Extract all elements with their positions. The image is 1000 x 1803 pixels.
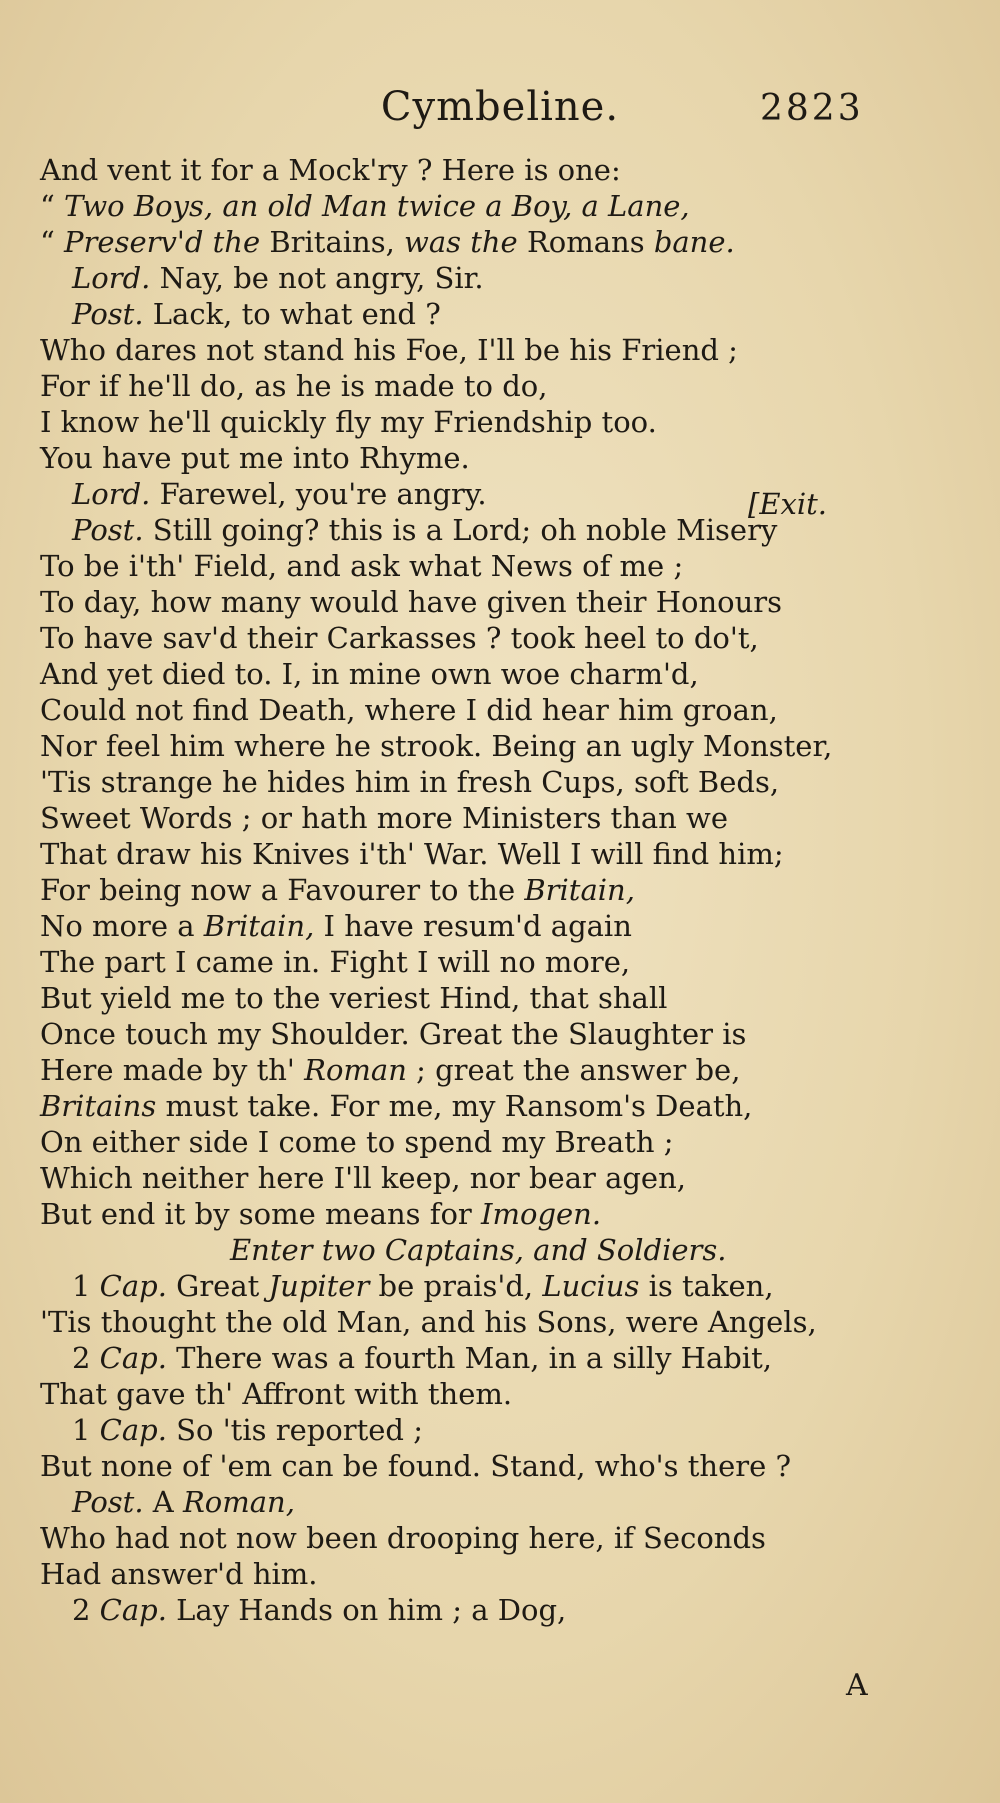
italic-text: Britain, [203, 909, 315, 943]
text-line [40, 1196, 770, 1232]
roman-text: Britains, [260, 225, 405, 259]
roman-text: Who had not now been drooping here, if Seconds [40, 1521, 766, 1555]
page-number: 2823 [760, 88, 864, 129]
italic-text: Lucius [542, 1269, 640, 1303]
italic-text: Lord. [72, 477, 151, 511]
roman-text: 2 [72, 1593, 100, 1627]
text-line [40, 332, 770, 368]
roman-text: must take. For me, my Ransom's Death, [156, 1089, 753, 1123]
roman-text: Could not find Death, where I did hear him groan, [40, 693, 778, 727]
text-line [40, 836, 784, 872]
roman-text: That gave th' Affront with them. [40, 1377, 513, 1411]
text-line [40, 1340, 770, 1376]
catchword: A [846, 1668, 868, 1703]
italic-text: Lord. [72, 261, 151, 295]
roman-text: Who dares not stand his Foe, I'll be his Friend ; [40, 333, 738, 367]
roman-text: Great [166, 1269, 269, 1303]
italic-text: Post. [72, 1485, 144, 1519]
text-line [40, 1052, 770, 1088]
text-line [40, 476, 770, 512]
roman-text: 1 [72, 1413, 100, 1447]
stage-direction-line [40, 1232, 770, 1268]
roman-text: But end it by some means for [40, 1197, 482, 1231]
roman-text: For if he'll do, as he is made to do, [40, 369, 548, 403]
roman-text: I have resum'd again [314, 909, 632, 943]
text-line [40, 908, 770, 944]
text-line [40, 1268, 774, 1304]
italic-text: was the [404, 225, 518, 259]
italic-text: Roman [304, 1053, 407, 1087]
text-line [40, 1088, 770, 1124]
text-line [40, 1016, 770, 1052]
italic-text: Two Boys, an old Man twice a Boy, a Lane, [64, 189, 690, 223]
text-line [40, 764, 780, 800]
roman-text: Nay, be not angry, Sir. [150, 261, 484, 295]
roman-text: Lay Hands on him ; a Dog, [166, 1593, 567, 1627]
roman-text: To day, how many would have given their Honours [40, 585, 783, 619]
text-line [40, 1484, 770, 1520]
text-line [40, 1448, 792, 1484]
roman-text: 1 [72, 1269, 100, 1303]
text-line [40, 800, 770, 836]
roman-text: And vent it for a Mock'ry ? Here is one: [40, 153, 621, 187]
italic-text: Jupiter [268, 1269, 370, 1303]
text-line [40, 260, 770, 296]
text-line [40, 872, 770, 908]
text-line [40, 440, 770, 476]
roman-text: Romans [517, 225, 654, 259]
roman-text: So 'tis reported ; [166, 1413, 423, 1447]
text-line [40, 512, 778, 548]
roman-text: is taken, [639, 1269, 774, 1303]
italic-text: Cap. [99, 1413, 167, 1447]
italic-text: Cap. [99, 1269, 167, 1303]
text-line [40, 152, 770, 188]
italic-text: Preserv'd the [64, 225, 261, 259]
italic-text: Post. [72, 513, 144, 547]
roman-text: A [143, 1485, 183, 1519]
text-line [40, 368, 770, 404]
roman-text: No more a [40, 909, 204, 943]
roman-text: The part I came in. Fight I will no more, [40, 945, 631, 979]
italic-text: Enter two Captains, and Soldiers. [230, 1233, 727, 1267]
text-line [40, 1520, 770, 1556]
roman-text: But none of 'em can be found. Stand, who's there ? [40, 1449, 792, 1483]
roman-text: “ [40, 189, 65, 223]
text-line [40, 1304, 817, 1340]
roman-text: Lack, to what end ? [143, 297, 441, 331]
roman-text: Still going? this is a Lord; oh noble Misery [143, 513, 778, 547]
roman-text: ; great the answer be, [406, 1053, 741, 1087]
roman-text: Sweet Words ; or hath more Ministers than we [40, 801, 729, 835]
italic-text: Imogen. [481, 1197, 602, 1231]
text-line [40, 980, 770, 1016]
roman-text: Once touch my Shoulder. Great the Slaughter is [40, 1017, 747, 1051]
roman-text: You have put me into Rhyme. [40, 441, 470, 475]
italic-text: Roman, [182, 1485, 295, 1519]
roman-text: On either side I come to spend my Breath ; [40, 1125, 674, 1159]
italic-text: Britain, [524, 873, 635, 907]
roman-text: There was a fourth Man, in a silly Habit, [166, 1341, 772, 1375]
roman-text: And yet died to. I, in mine own woe charm'd, [40, 657, 699, 691]
text-line [40, 1124, 770, 1160]
text-line [40, 692, 778, 728]
roman-text: 'Tis strange he hides him in fresh Cups, soft Beds, [40, 765, 780, 799]
roman-text: Which neither here I'll keep, nor bear agen, [40, 1161, 686, 1195]
roman-text: 2 [72, 1341, 100, 1375]
roman-text: But yield me to the veriest Hind, that shall [40, 981, 668, 1015]
italic-text: Britains [40, 1089, 157, 1123]
italic-text: Cap. [99, 1341, 167, 1375]
text-line [40, 1160, 770, 1196]
roman-text: To be i'th' Field, and ask what News of me ; [40, 549, 684, 583]
roman-text: Here made by th' [40, 1053, 305, 1087]
roman-text: That draw his Knives i'th' War. Well I will find him; [40, 837, 784, 871]
italic-text: Cap. [99, 1593, 167, 1627]
text-line [40, 1376, 770, 1412]
italic-text: bane. [653, 225, 735, 259]
text-line [40, 584, 783, 620]
roman-text: For being now a Favourer to the [40, 873, 525, 907]
text-line [40, 404, 770, 440]
roman-text: Nor feel him where he strook. Being an ugly Monster, [40, 729, 833, 763]
text-line [40, 1556, 770, 1592]
text-line [40, 188, 770, 224]
roman-text: be prais'd, [369, 1269, 543, 1303]
text-line [40, 548, 770, 584]
text-line [40, 1592, 770, 1628]
text-line [40, 944, 770, 980]
text-line [40, 224, 770, 260]
running-title: Cymbeline. [380, 84, 620, 130]
roman-text: I know he'll quickly fly my Friendship too. [40, 405, 657, 439]
roman-text: Farewel, you're angry. [150, 477, 487, 511]
roman-text: “ [40, 225, 65, 259]
roman-text: 'Tis thought the old Man, and his Sons, were Angels, [40, 1305, 817, 1339]
text-line [40, 620, 770, 656]
text-line [40, 1412, 770, 1448]
text-line [40, 728, 833, 764]
italic-text: Post. [72, 297, 144, 331]
stage-direction-exit: [Exit. [748, 487, 827, 521]
roman-text: To have sav'd their Carkasses ? took heel to do't, [40, 621, 759, 655]
text-line [40, 656, 770, 692]
roman-text: Had answer'd him. [40, 1557, 318, 1591]
text-line [40, 296, 770, 332]
